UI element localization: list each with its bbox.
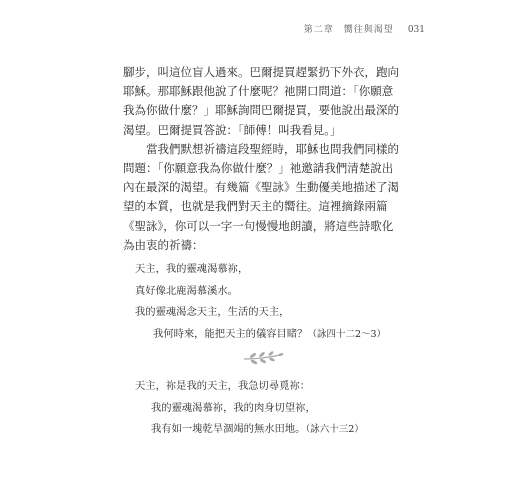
poem-line: 我的靈魂渴慕祢，我的肉身切望祢，	[151, 401, 316, 414]
poem-line: 天主，我的靈魂渴慕祢，	[135, 263, 249, 275]
psalm-reference: （詠六十三2）	[305, 424, 364, 435]
psalm-quote-2	[135, 376, 415, 441]
poem-line: 我的靈魂渴念天主，生活的天主，	[135, 306, 290, 318]
poem-line: 我有如一塊乾旱涸竭的無水田地。	[151, 423, 306, 435]
psalm-quote-1	[135, 259, 415, 345]
leaf-sprig-icon	[240, 350, 284, 366]
psalm-reference: （詠四十二2～3）	[307, 328, 387, 340]
chapter-title: 第二章 嚮往與渴望	[303, 25, 394, 35]
running-header	[304, 22, 425, 35]
body-text	[123, 63, 401, 255]
page-number: 031	[407, 25, 425, 35]
poem-line-with-ref	[135, 324, 415, 346]
poem-line-with-ref	[135, 419, 415, 441]
poem-line: 真好像北鹿渴慕溪水。	[135, 284, 238, 297]
poem-line: 我何時來，能把天主的儀容目睹？	[153, 327, 308, 340]
paragraph: 腳步，叫這位盲人過來。巴爾提買趕緊扔下外衣，跑向耶穌。那耶穌跟他說了什麼呢？祂開口問道：「你願意我為你做什麼？」耶穌詢問巴爾提買，要他說出最深的渴望。巴爾提買答說：「師傅！叫我看見。」	[123, 65, 399, 137]
poem-line: 天主，祢是我的天主，我急切尋覓祢：	[135, 380, 311, 392]
paragraph: 當我們默想祈禱這段聖經時，耶穌也問我們同樣的問題：「你願意我為你做什麼？」祂邀請我們清楚說出內在最深的渴望。有幾篇《聖詠》生動優美地描述了渴望的本質，也就是我們對天主的嚮往。這裡摘錄兩篇《聖詠》，你可以一字一句慢慢地朗讀，將這些詩歌化為由衷的祈禱：	[123, 141, 399, 252]
